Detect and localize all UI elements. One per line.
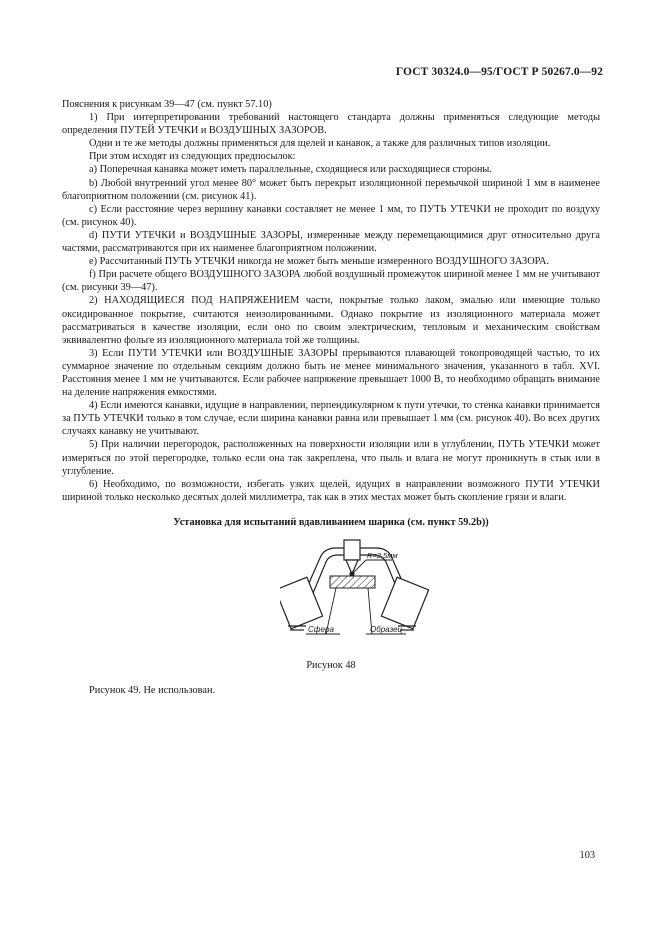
paragraph: f) При расчете общего ВОЗДУШНОГО ЗАЗОРА любой воздушный промежуток шириной менее 1 мм не учитывают (см. рисунки 39—47). [62, 269, 600, 294]
paragraph: 5) При наличии перегородок, расположенных на поверхности изоляции или в углублении, ПУТЬ УТЕЧКИ может измеряться по этой перегородке, только если она так закреплена, что пыль и влага не могут проникнуть в стык или в углубление. [62, 439, 600, 477]
paragraph: с) Если расстояние через вершину канавки составляет не менее 1 мм, то ПУТЬ УТЕЧКИ не проходит по воздуху (см. рисунок 40). [62, 203, 600, 228]
specimen-block [330, 576, 375, 588]
paragraph: 1) При интерпретировании требований настоящего стандарта должны применяться следующие методы определения ПУТЕЙ УТЕЧКИ и ВОЗДУШНЫХ ЗАЗОРОВ. [62, 112, 600, 137]
indenter [344, 540, 360, 576]
paragraph: b) Любой внутренний угол менее 80° может быть перекрыт изоляционной перемычкой шириной 1 мм в наименее благоприятном положении (см. рисунок 41). [62, 177, 600, 202]
sample-label: Образец [370, 625, 403, 634]
ball-pressure-test-figure [280, 530, 550, 651]
paragraph: d) ПУТИ УТЕЧКИ и ВОЗДУШНЫЕ ЗАЗОРЫ, измеренные между перемещающимися друг относительно друга частями, рассматриваются при их наименее благоприятном положении. [62, 229, 600, 255]
paragraph: Одни и те же методы должны применяться для щелей и канавок, а также для различных типов изоляции. [89, 138, 551, 150]
figure-title: Установка для испытаний вдавливанием шарика (см. пункт 59.2b)) [173, 517, 489, 528]
document-header: ГОСТ 30324.0—95/ГОСТ Р 50267.0—92 [395, 66, 603, 78]
figure-caption: Рисунок 48 [306, 660, 356, 671]
paragraph: 6) Необходимо, по возможности, избегать узких щелей, идущих в направлении возможного ПУТИ УТЕЧКИ шириной только несколько десятых долей миллиметра, так как в этих местах может быть скопление грязи и влаги. [62, 478, 600, 503]
unused-figure-note: Рисунок 49. Не использован. [89, 685, 216, 696]
ball-pressure-apparatus-drawing [280, 530, 550, 646]
paragraph: е) Рассчитанный ПУТЬ УТЕЧКИ никогда не может быть меньше измеренного ВОЗДУШНОГО ЗАЗОРА. [89, 256, 550, 268]
section-caption: Пояснения к рисункам 39—47 (см. пункт 57.10) [62, 99, 272, 110]
paragraph: а) Поперечная канавка может иметь параллельные, сходящиеся или расходящиеся стороны. [89, 164, 492, 176]
paragraph: 3) Если ПУТИ УТЕЧКИ или ВОЗДУШНЫЕ ЗАЗОРЫ прерываются плавающей токопроводящей частью, то их суммарное значение по отдельным секциям должно быть не менее минимального значения, указанного в табл. XVI. Расстояния менее 1 мм не учитываются. Если рабочее напряжение превышает 1000 В, то необходимо обращать внимание на деление напряжения емкостями. [62, 347, 600, 399]
page-number: 103 [579, 850, 595, 861]
paragraph: 4) Если имеются канавки, идущие в направлении, перпендикулярном к пути утечки, то стенка канавки принимается за ПУТЬ УТЕЧКИ только в том случае, если ширина канавки равна или превышает 1 мм (см. рисунок 40). Во всех других случаях канавку не учитывают. [62, 400, 600, 438]
radius-label: R=2,5мм [367, 551, 398, 560]
paragraph: При этом исходят из следующих предпосылок: [89, 151, 296, 163]
explanations-section [62, 98, 600, 504]
right-support [381, 577, 428, 630]
paragraph: 2) НАХОДЯЩИЕСЯ ПОД НАПРЯЖЕНИЕМ части, покрытые только лаком, эмалью или имеющие только оксидированное покрытие, считаются неизолированными. Однако покрытие из изоляционного материала может рассматриваться в качестве изоляции, если оно по своим электрическим, тепловым и механическим свойствам эквивалентно фольге из изоляционного материала той же толщины. [62, 295, 600, 346]
sphere-label: Сфера [308, 625, 334, 634]
